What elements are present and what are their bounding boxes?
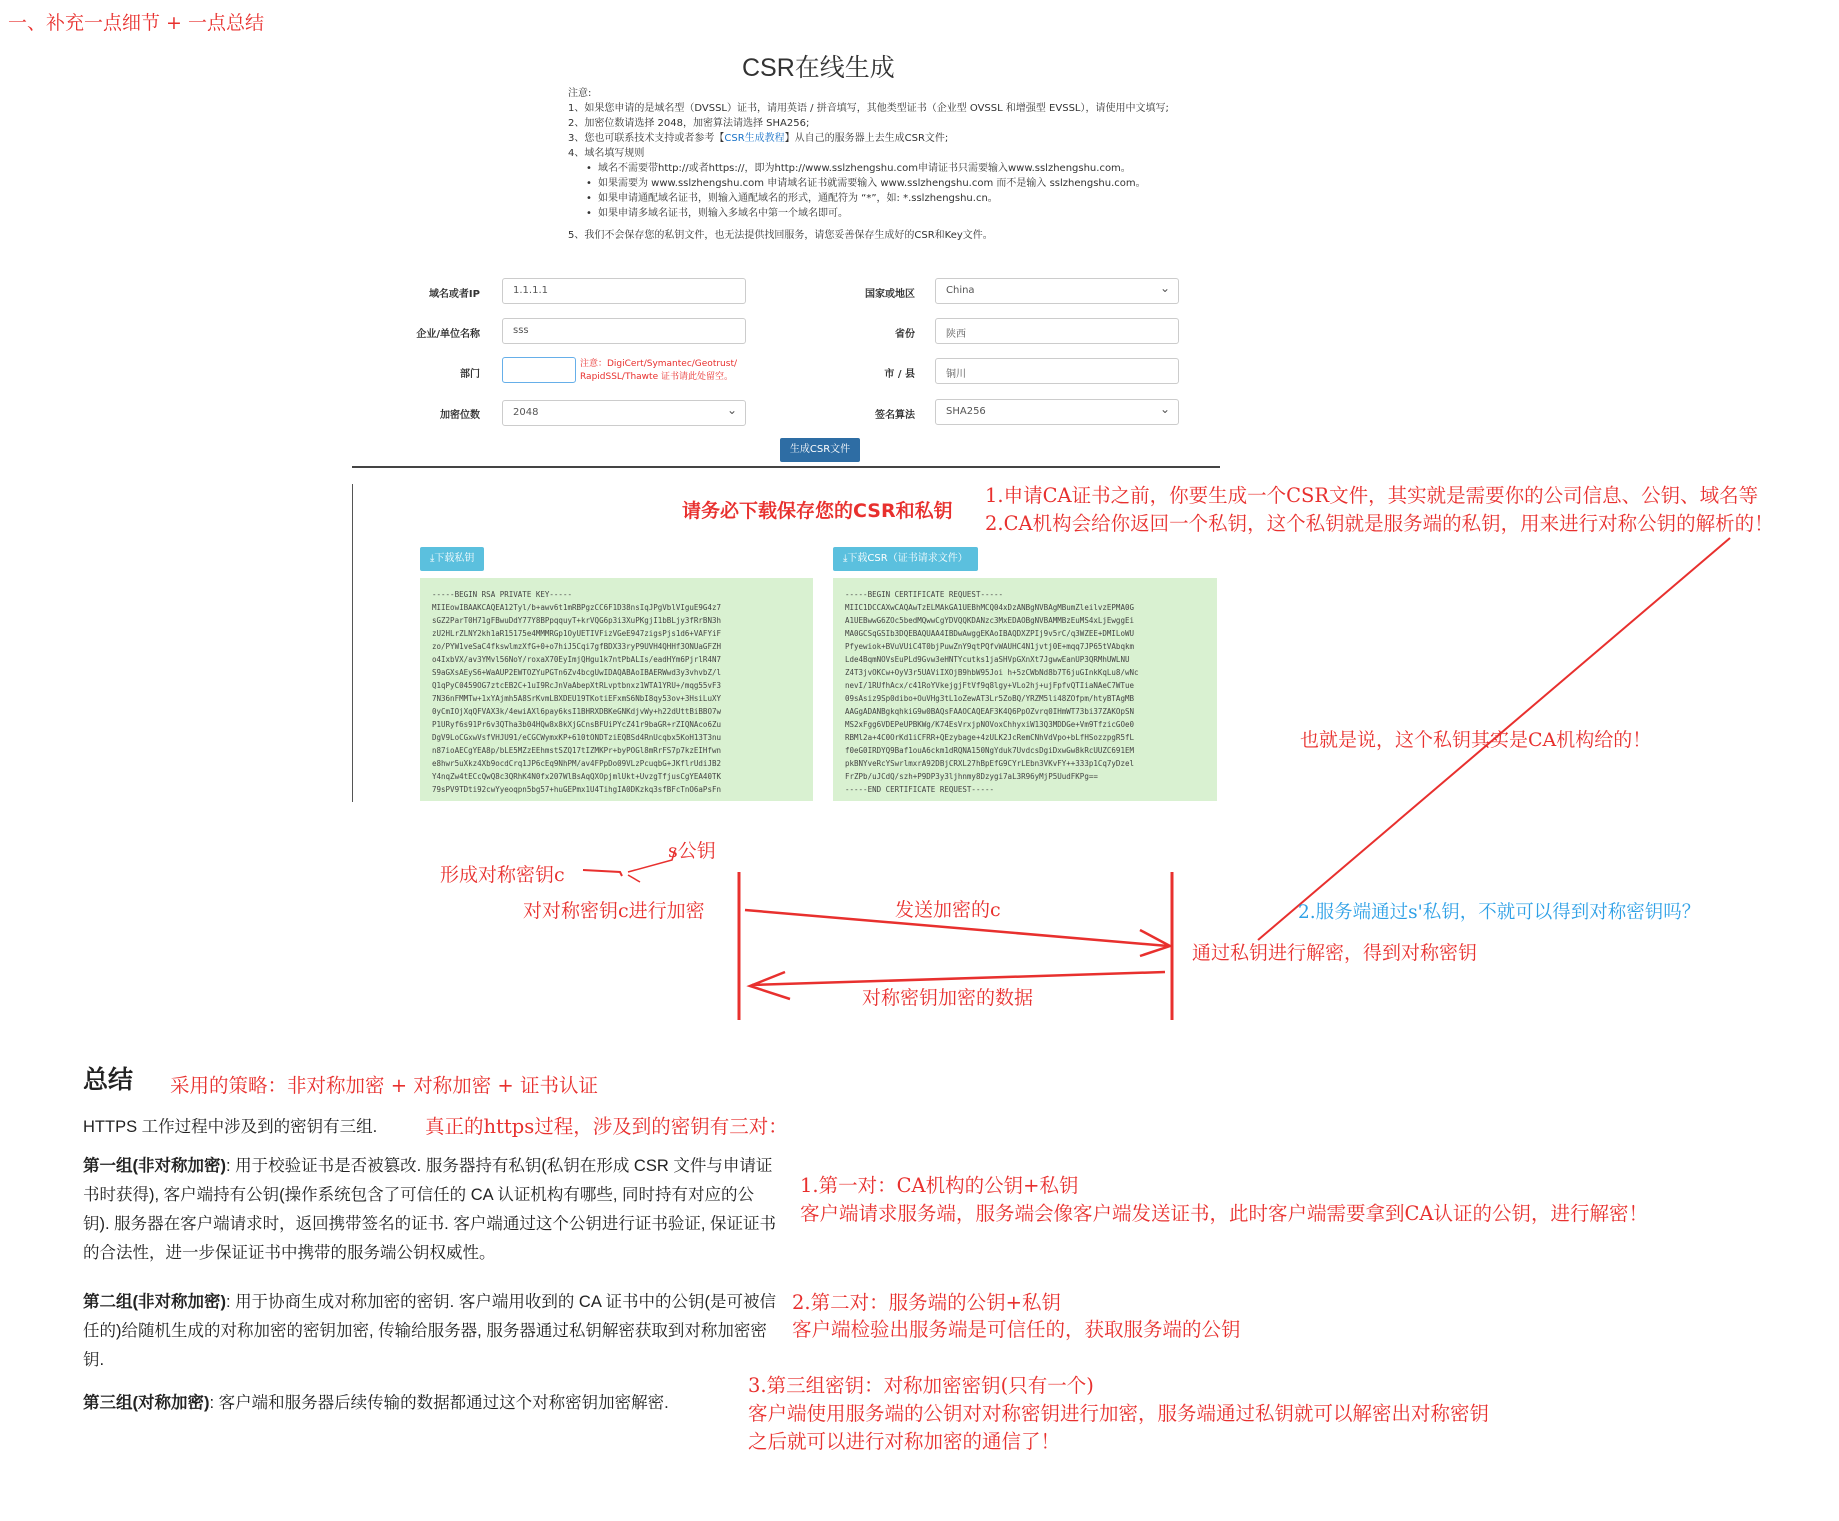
annotation-private-key-note: 也就是说，这个私钥其实是CA机构给的！: [1300, 729, 1652, 751]
summary-strategy: 采用的策略：非对称加密 + 对称加密 + 证书认证: [170, 1074, 598, 1097]
domain-input[interactable]: 1.1.1.1: [502, 278, 746, 304]
dept-label: 部门: [460, 369, 480, 380]
group1-paragraph: 第一组(非对称加密): 用于校验证书是否被篡改. 服务器持有私钥(私钥在形成 CSR 文件与申请证书时获得), 客户端持有公钥(操作系统包含了可信任的 CA 认证机构有哪些, 同时持有对应的公钥). 服务器在客户端请求时，返回携带签名的证书. 客户端通过这个公钥进行证书验证, 保证证书的合法性，进一步保证证书中携带的服务端公钥权威性。: [83, 1157, 776, 1262]
annotation-csr-note-2: 2.CA机构会给你返回一个私钥，这个私钥就是服务端的私钥，用来进行对称公钥的解析的！: [985, 512, 1774, 535]
group1-head: 第一组(非对称加密): [83, 1157, 226, 1175]
note-bullet: • 域名不需要带http://或者https://，即为http://www.sslzhengshu.com申请证书只需要输入www.sslzhengshu.com。: [568, 161, 1208, 176]
connector-line: [628, 875, 640, 882]
annotation-s-public-key: s公钥: [668, 840, 716, 862]
csr-box[interactable]: -----BEGIN CERTIFICATE REQUEST----- MIIC1DCCAXwCAQAwTzELMAkGA1UEBhMCQ04xDzANBgNVBAgMBumZleilvzEPMA0G A1UEBwwG6ZOc5bedMQwwCgYDVQQKDANzc3MxEDAOBgNVBAMMBzEuMS4xLjEwggEi MA0GCSqGSIb3DQEBAQUAA4IBDwAwggEKAoIBAQDXZPIj9v5rC/q3WZEE+DMILoWU Pfyewiok+BVuVUiC4T0bjPuwZnY9qtPQfvWAUHC4N1jvtj0E+mqq7JP65tVAbqkm Lde4BqmNOVsEuPLd9Gvw3eHNTYcutks1jaSHVpGXnXt7JgwwEanUP3QRMhUWLNU Z4T3jvOKCw+OyV3r5UAViIXOjB9hbW95Joi h+5zCWbNd8b7T6juGInkKqLu8/wNc nevI/1RUfhAcx/c41RoYVkejgjFtVf9q8lgy+VLo2hj+ujFpfvQTIiaNAeC7WTue 09sAsiz9Sp0dibo+OuVHg3tL1oZewAT3Lr5ZoBQ/YRZM5li48ZOfpm/htyBTAgMB AAGgADANBgkqhkiG9w0BAQsFAAOCAQEAF3K4Q6PpOZvrq0IHmWT73bi37ZAKOpSN MS2xFgg6VDEPeUPBKWg/K74EsVrxjpNOVoxChhyxiW13Q3MDDGe+Vm9TfzicGOe0 RBMl2a+4C0OrKd1iCFRR+QEzybage+4zULK2JcRemCNhVdVpo+bLfHSozzpgR5fL f0eG0IRDYQ9Baf1ouA6ckm1dRQNA150NgYduk7UvdcsDgiDxwGw8kRcUUZC691EM pkBNYveRcYSwrlmxrA92DBjCRXL27hBpEfG9CYrLEbn3VKvFY++333p1Cq7yDzel FrZPb/uJCdQ/szh+P9DP3y3ljhnmy8Dzygi7aL3R96yMjP5UudFKPg== -----END CERTIFICATE REQUEST-----: [833, 578, 1217, 801]
country-label: 国家或地区: [865, 289, 915, 300]
annotation-question: 2.服务端通过s'私钥，不就可以得到对称密钥吗？: [1298, 902, 1701, 923]
province-input[interactable]: 陕西: [935, 318, 1179, 344]
domain-label: 域名或者IP: [428, 289, 480, 300]
annotation-decrypt: 通过私钥进行解密，得到对称密钥: [1192, 942, 1478, 964]
annotation-encrypted-data: 对称密钥加密的数据: [862, 987, 1034, 1009]
org-label: 企业/单位名称: [416, 329, 480, 340]
annotation-encrypt-c: 对对称密钥c进行加密: [523, 900, 705, 922]
city-label: 市 / 县: [884, 369, 915, 380]
note2-body: 客户端检验出服务端是可信任的，获取服务端的公钥: [792, 1318, 1241, 1341]
note-bullet: • 如果申请通配域名证书，则输入通配域名的形式，通配符为 “*”，如: *.sslzhengshu.cn。: [568, 191, 1208, 206]
algo-select[interactable]: SHA256 ⌄: [935, 399, 1179, 425]
csr-tutorial-link[interactable]: CSR生成教程: [724, 133, 785, 144]
note-line: 4、域名填写规则: [568, 148, 645, 159]
note3-footer: 之后就可以进行对称加密的通信了！: [748, 1430, 1061, 1453]
note2-title: 2.第二对：服务端的公钥+私钥: [792, 1291, 1061, 1314]
note3-body: 客户端使用服务端的公钥对对称密钥进行加密，服务端通过私钥就可以解密出对称密钥: [748, 1402, 1490, 1425]
annotation-symmetric-key: 形成对称密钥c: [440, 864, 565, 886]
summary-title: 总结: [83, 1065, 134, 1094]
connector-line: [583, 870, 622, 876]
group3-paragraph: 第三组(对称加密): 客户端和服务器后续传输的数据都通过这个对称密钥加密解密.: [83, 1394, 669, 1412]
note-bullet: • 如果申请多域名证书，则输入多域名中第一个域名即可。: [568, 206, 1208, 221]
country-select[interactable]: China ⌄: [935, 278, 1179, 304]
note-line: 注意:: [568, 88, 592, 99]
group3-head: 第三组(对称加密): [83, 1394, 210, 1412]
annotation-send-c: 发送加密的c: [895, 899, 1001, 921]
algo-label: 签名算法: [875, 410, 915, 421]
group2-paragraph: 第二组(非对称加密): 用于协商生成对称加密的密钥. 客户端用收到的 CA 证书中的公钥(是可被信任的)给随机生成的对称加密的密钥加密, 传输给服务器, 服务器通过私钥解密获取到对称加密密钥.: [83, 1293, 777, 1369]
note-line: 5、我们不会保存您的私钥文件，也无法提供找回服务，请您妥善保存生成好的CSR和Key文件。: [568, 230, 993, 241]
province-label: 省份: [895, 329, 915, 340]
download-private-key-button[interactable]: ⤓下载私钥: [420, 547, 484, 571]
download-warning: 请务必下载保存您的CSR和私钥: [682, 500, 953, 522]
download-csr-button[interactable]: ⤓下载CSR（证书请求文件）: [833, 547, 978, 571]
summary-intro: HTTPS 工作过程中涉及到的密钥有三组.: [83, 1118, 378, 1136]
bits-label: 加密位数: [440, 410, 480, 421]
page-heading: 一、补充一点细节 + 一点总结: [8, 12, 264, 34]
note1-body: 客户端请求服务端，服务端会像客户端发送证书，此时客户端需要拿到CA认证的公钥，进行解密！: [800, 1202, 1649, 1225]
note-line: 1、如果您申请的是域名型（DVSSL）证书，请用英语 / 拼音填写，其他类型证书（企业型 OVSSL 和增强型 EVSSL），请使用中文填写;: [568, 103, 1169, 114]
city-input[interactable]: 铜川: [935, 358, 1179, 384]
generate-csr-button[interactable]: 生成CSR文件: [780, 438, 860, 462]
group2-head: 第二组(非对称加密): [83, 1293, 226, 1311]
annotation-csr-note-1: 1.申请CA证书之前，你要生成一个CSR文件，其实就是需要你的公司信息、公钥、域名等: [985, 484, 1759, 507]
summary-intro-note: 真正的https过程，涉及到的密钥有三对：: [425, 1115, 788, 1138]
note-line: 3、您也可联系技术支持或者参考【CSR生成教程】从自己的服务器上去生成CSR文件;: [568, 133, 949, 144]
dept-note: 注意：DigiCert/Symantec/Geotrust/ RapidSSL/Thawte 证书请此处留空。: [580, 359, 737, 382]
bits-select[interactable]: 2048 ⌄: [502, 400, 746, 426]
csr-page-title: CSR在线生成: [742, 54, 895, 82]
private-key-box[interactable]: -----BEGIN RSA PRIVATE KEY----- MIIEowIBAAKCAQEA12Tyl/b+awv6t1mRBPgzCC6F1D38nsIqJPgVblVIguE9G4z7 sGZ2ParT0H71gFBwuDdY77Y8BPpqquyT+krVQG6p3i3XuPKgjI1bBLjy3fRrBN3h zU2HLrZLNY2kh1aR15175e4MMMRGp1OyUETIVFizVGeE947zigsPjs1d6+VAFYiF zo/PYW1veSaC4fkswlmzXfG+0+o7hiJ5Cqi7gfBDX33ryP9UVH4QHHf3ONUaGFZH o4IxbVX/av3YMvl56NoY/roxaX70EyImjQHgu1k7ntPbALIs/eadHYm6PjrlR4N7 S9aGXsAEyS6+WaAUP2EWTOZYuPGTn6Zv4bcgUwIDAQABAoIBAERWwd3y3vhvbZ/l Q1qPyC0459OG7ztcEB2C+1uI9RcJnVaAbepXtRLvptbnxz1WTA1YRU+/mqg55vF3 7N36nFMMTw+1xYAjmh5A8SrKvmLBXDEU19TKotiEFxmS6NbI8qy53ov+3HsiLuXY 0yCmIOjXqQFVAX3k/4ewiAXl6pay6ksI1BHRXDBKeGNKdjvWy+h22dUttBiBBO7w P1URyf6s91Pr6v3QTha3b04HQw8x8kXjGCnsBFUiPYcZ41r9baGR+rZIQNAco6Zu DgV9LoCGxwVsfVHJU91/eCGCWymxKP+610tONDTziEQBSd4RnUcqbx5KoH13T3nu n87ioAECgYEA8p/bLE5MZzEEhmstSZQ17tIZMKPr+byPOGl8mRrFS7p7kzEIHfwn e8hwr5uXkz4Xb9ocdCrq1JP6cEq9NhPM/av4FPpDo09VLzPcuqbG+JKflrUdiJB2 Y4nqZw4tECcQwQ8c3QRhK4N0fx207WlBsAqQXOpjmlUkt+UvzgTfjusCgYEA40TK 79sPV9TDti92cwYyeoqpn5bg57+huGEPmx1U4TihgIA0DKzkq3sfBFcTnO6aPsFn: [420, 578, 813, 801]
note1-title: 1.第一对：CA机构的公钥+私钥: [800, 1174, 1079, 1197]
note-line: 2、加密位数请选择 2048，加密算法请选择 SHA256;: [568, 118, 810, 129]
org-input[interactable]: sss: [502, 318, 746, 344]
note3-title: 3.第三组密钥：对称加密密钥(只有一个): [748, 1374, 1094, 1397]
annotation-arrow-line: [1258, 538, 1730, 940]
note-bullet: • 如果需要为 www.sslzhengshu.com 申请域名证书就需要输入 www.sslzhengshu.com 而不是输入 sslzhengshu.com。: [568, 176, 1208, 191]
